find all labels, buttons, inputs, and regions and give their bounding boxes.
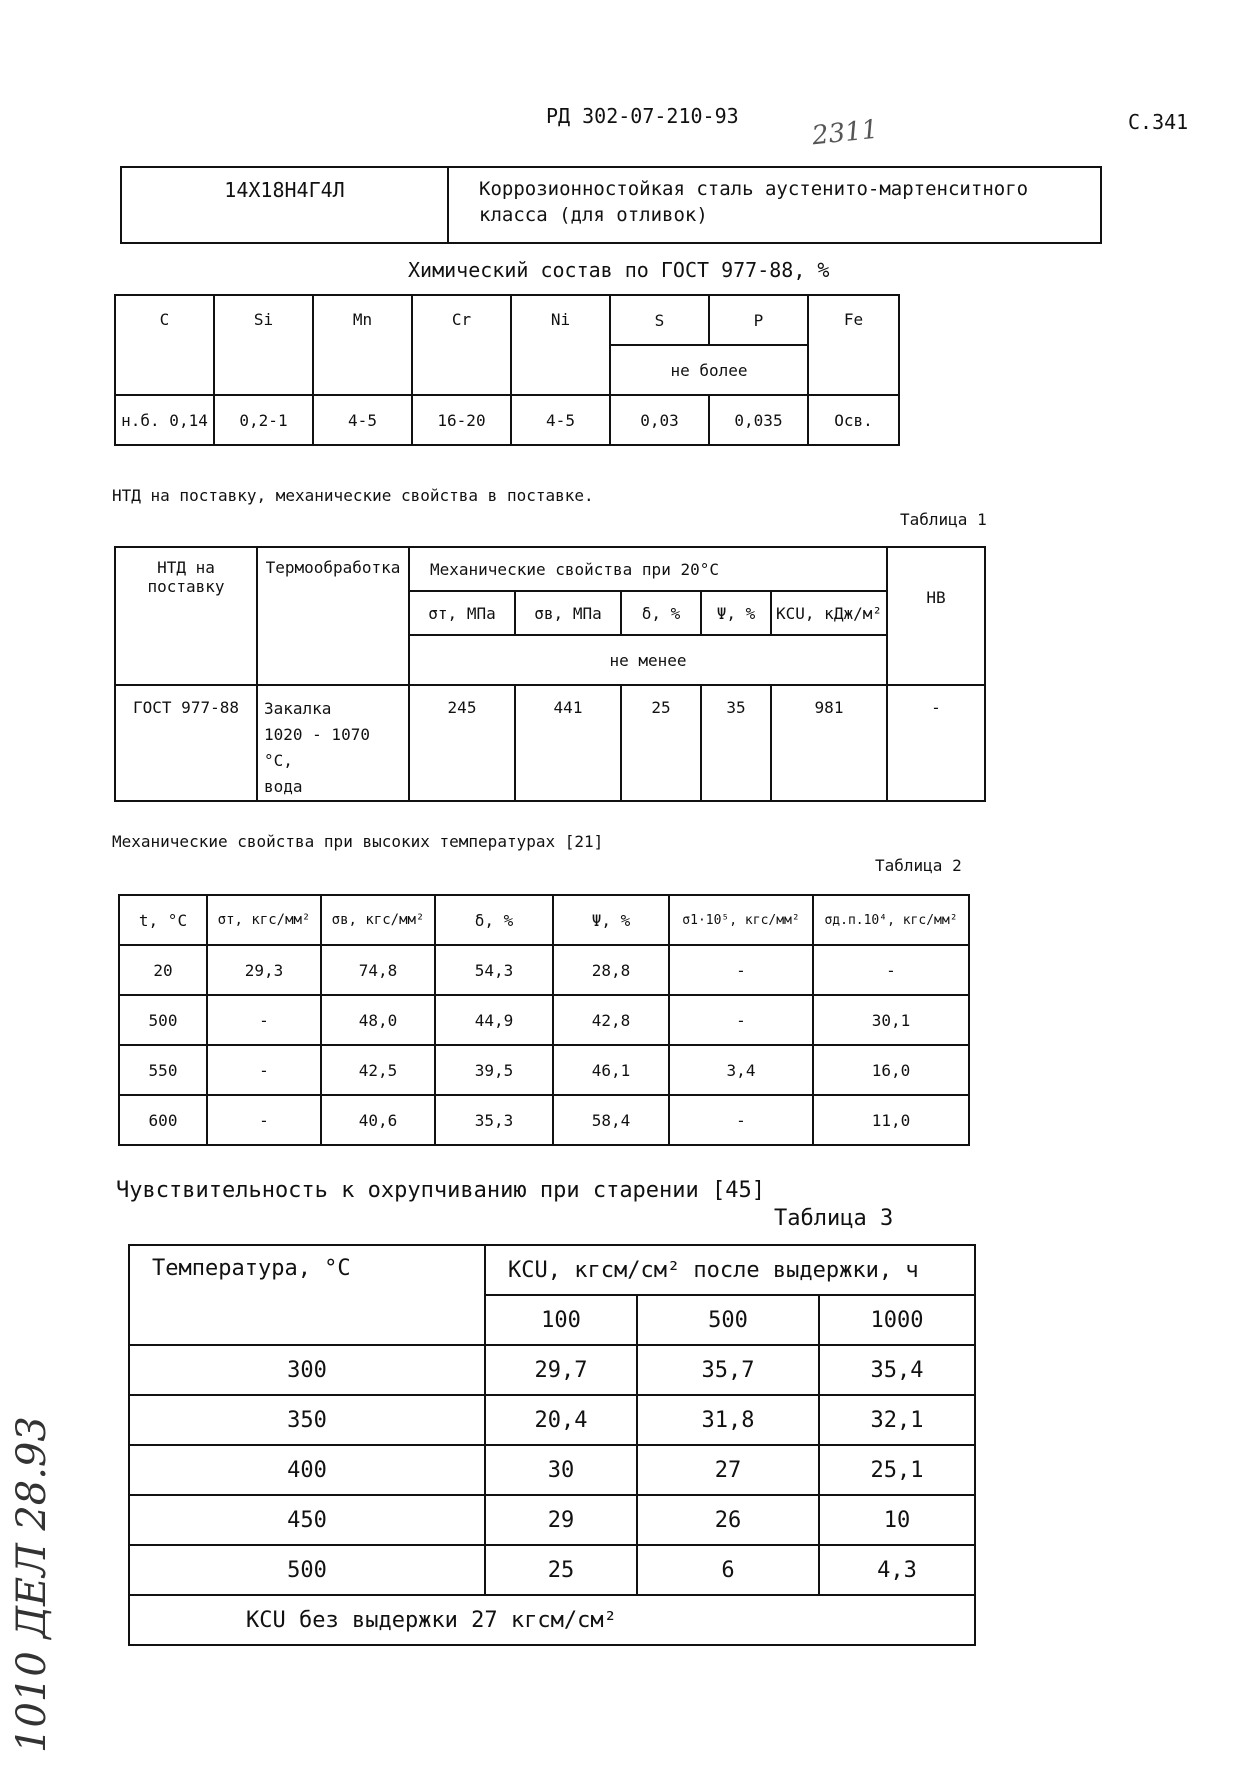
table1-label: Таблица 1: [900, 510, 987, 529]
t2-cell: 42,5: [321, 1045, 435, 1095]
chem-value: н.б. 0,14: [115, 395, 214, 445]
t2-cell: -: [669, 945, 813, 995]
t3-cell: 31,8: [637, 1395, 819, 1445]
doc-code: РД 302-07-210-93: [546, 104, 739, 128]
t3-sub: 500: [637, 1295, 819, 1345]
t3-footer: KCU без выдержки 27 кгсм/см²: [129, 1595, 975, 1645]
t3-h-kcu: KCU, кгсм/см² после выдержки, ч: [485, 1245, 975, 1295]
t3-cell: 6: [637, 1545, 819, 1595]
t2-cell: 48,0: [321, 995, 435, 1045]
t3-cell: 30: [485, 1445, 637, 1495]
t1-sub: Ψ, %: [701, 591, 771, 635]
t2-cell: -: [669, 1095, 813, 1145]
t2-header: δ, %: [435, 895, 553, 945]
chem-value: Осв.: [808, 395, 899, 445]
t1-h-ntd: [115, 547, 257, 685]
chem-value: 0,03: [610, 395, 709, 445]
t2-cell: 3,4: [669, 1045, 813, 1095]
t2-cell: 30,1: [813, 995, 969, 1045]
chem-value: 0,2-1: [214, 395, 313, 445]
t1-heat-line: вода: [264, 777, 303, 796]
t3-cell: 35,4: [819, 1345, 975, 1395]
t1-sub: KCU, кДж/м²: [771, 591, 887, 635]
t3-h-temp: Температура, °С: [129, 1245, 485, 1345]
chem-col: Mn: [313, 295, 412, 395]
chem-col: C: [115, 295, 214, 395]
chem-col: P: [709, 295, 808, 345]
chem-sp-note: не более: [610, 345, 808, 395]
t2-cell: 550: [119, 1045, 207, 1095]
t1-val: 441: [515, 685, 621, 801]
t2-cell: -: [207, 995, 321, 1045]
t1-sub: σт, МПа: [409, 591, 515, 635]
t1-val: 245: [409, 685, 515, 801]
t2-cell: 11,0: [813, 1095, 969, 1145]
t2-header: σ1·10⁵, кгс/мм²: [669, 895, 813, 945]
t2-cell: 16,0: [813, 1045, 969, 1095]
t2-header: t, °С: [119, 895, 207, 945]
table2-label: Таблица 2: [875, 856, 962, 875]
t1-h-hb: НВ: [887, 547, 985, 685]
t2-cell: -: [669, 995, 813, 1045]
grade-cell: [121, 167, 448, 243]
description: Коррозионностойкая сталь аустенито-мартенситного класса (для отливок): [479, 178, 1029, 226]
chem-value: 4-5: [511, 395, 610, 445]
t2-cell: 58,4: [553, 1095, 669, 1145]
t1-heat-line: 1020 - 1070 °С,: [264, 725, 370, 770]
t1-val: 981: [771, 685, 887, 801]
t1-h-heat: Термообработка: [257, 547, 409, 685]
t3-cell: 450: [129, 1495, 485, 1545]
table2: [118, 894, 970, 1146]
grade: 14Х18Н4Г4Л: [224, 178, 345, 202]
table3-label: Таблица 3: [774, 1206, 894, 1231]
handwritten-number: 2311: [810, 114, 880, 152]
chem-caption: Химический состав по ГОСТ 977-88, %: [408, 258, 830, 282]
table2-intro: Механические свойства при высоких температурах [21]: [112, 832, 604, 851]
t1-sub: σв, МПа: [515, 591, 621, 635]
t2-header: Ψ, %: [553, 895, 669, 945]
t2-cell: 40,6: [321, 1095, 435, 1145]
t2-cell: -: [813, 945, 969, 995]
chem-col: Si: [214, 295, 313, 395]
t3-sub: 1000: [819, 1295, 975, 1345]
chem-col: Cr: [412, 295, 511, 395]
t2-cell: -: [207, 1045, 321, 1095]
t3-sub: 100: [485, 1295, 637, 1345]
page-number: С.341: [1128, 110, 1189, 134]
t3-cell: 4,3: [819, 1545, 975, 1595]
t2-cell: 500: [119, 995, 207, 1045]
t3-cell: 400: [129, 1445, 485, 1495]
t3-cell: 35,7: [637, 1345, 819, 1395]
t2-header: σт, кгс/мм²: [207, 895, 321, 945]
t3-cell: 25,1: [819, 1445, 975, 1495]
table1-intro: НТД на поставку, механические свойства в поставке.: [112, 486, 594, 505]
t2-cell: 20: [119, 945, 207, 995]
t1-val: 35: [701, 685, 771, 801]
table1: [114, 546, 986, 802]
chem-col: Ni: [511, 295, 610, 395]
t3-cell: 10: [819, 1495, 975, 1545]
t1-h-ntd-text: НТД на поставку: [147, 558, 225, 596]
t2-cell: 28,8: [553, 945, 669, 995]
description-cell: [448, 167, 1101, 243]
t2-cell: 29,3: [207, 945, 321, 995]
chem-table: [114, 294, 900, 446]
margin-handwriting: 1010 ДЕЛ 28.93: [9, 1416, 55, 1753]
t1-h-mech: Механические свойства при 20°С: [409, 547, 887, 591]
t2-cell: 74,8: [321, 945, 435, 995]
table3: [128, 1244, 976, 1646]
chem-value: 0,035: [709, 395, 808, 445]
t3-cell: 350: [129, 1395, 485, 1445]
chem-col: Fe: [808, 295, 899, 395]
t1-heat-line: Закалка: [264, 699, 332, 718]
t3-cell: 20,4: [485, 1395, 637, 1445]
t3-cell: 29,7: [485, 1345, 637, 1395]
t1-val: 25: [621, 685, 701, 801]
title-box: [120, 166, 1102, 244]
t3-cell: 29: [485, 1495, 637, 1545]
t1-hb: -: [887, 685, 985, 801]
t3-cell: 32,1: [819, 1395, 975, 1445]
t2-cell: 35,3: [435, 1095, 553, 1145]
chem-value: 4-5: [313, 395, 412, 445]
t2-cell: 46,1: [553, 1045, 669, 1095]
chem-col: S: [610, 295, 709, 345]
t1-ntd: ГОСТ 977-88: [115, 685, 257, 801]
t3-cell: 25: [485, 1545, 637, 1595]
t2-cell: 44,9: [435, 995, 553, 1045]
t1-sub: δ, %: [621, 591, 701, 635]
t2-cell: 54,3: [435, 945, 553, 995]
t2-cell: -: [207, 1095, 321, 1145]
t3-cell: 26: [637, 1495, 819, 1545]
t2-cell: 600: [119, 1095, 207, 1145]
t2-cell: 42,8: [553, 995, 669, 1045]
t1-heat: [257, 685, 409, 801]
t1-min-note: не менее: [409, 635, 887, 685]
t2-header: σв, кгс/мм²: [321, 895, 435, 945]
t2-cell: 39,5: [435, 1045, 553, 1095]
t3-cell: 300: [129, 1345, 485, 1395]
t3-cell: 500: [129, 1545, 485, 1595]
chem-value: 16-20: [412, 395, 511, 445]
table3-intro: Чувствительность к охрупчиванию при старении [45]: [116, 1178, 766, 1203]
t2-header: σд.п.10⁴, кгс/мм²: [813, 895, 969, 945]
t3-cell: 27: [637, 1445, 819, 1495]
